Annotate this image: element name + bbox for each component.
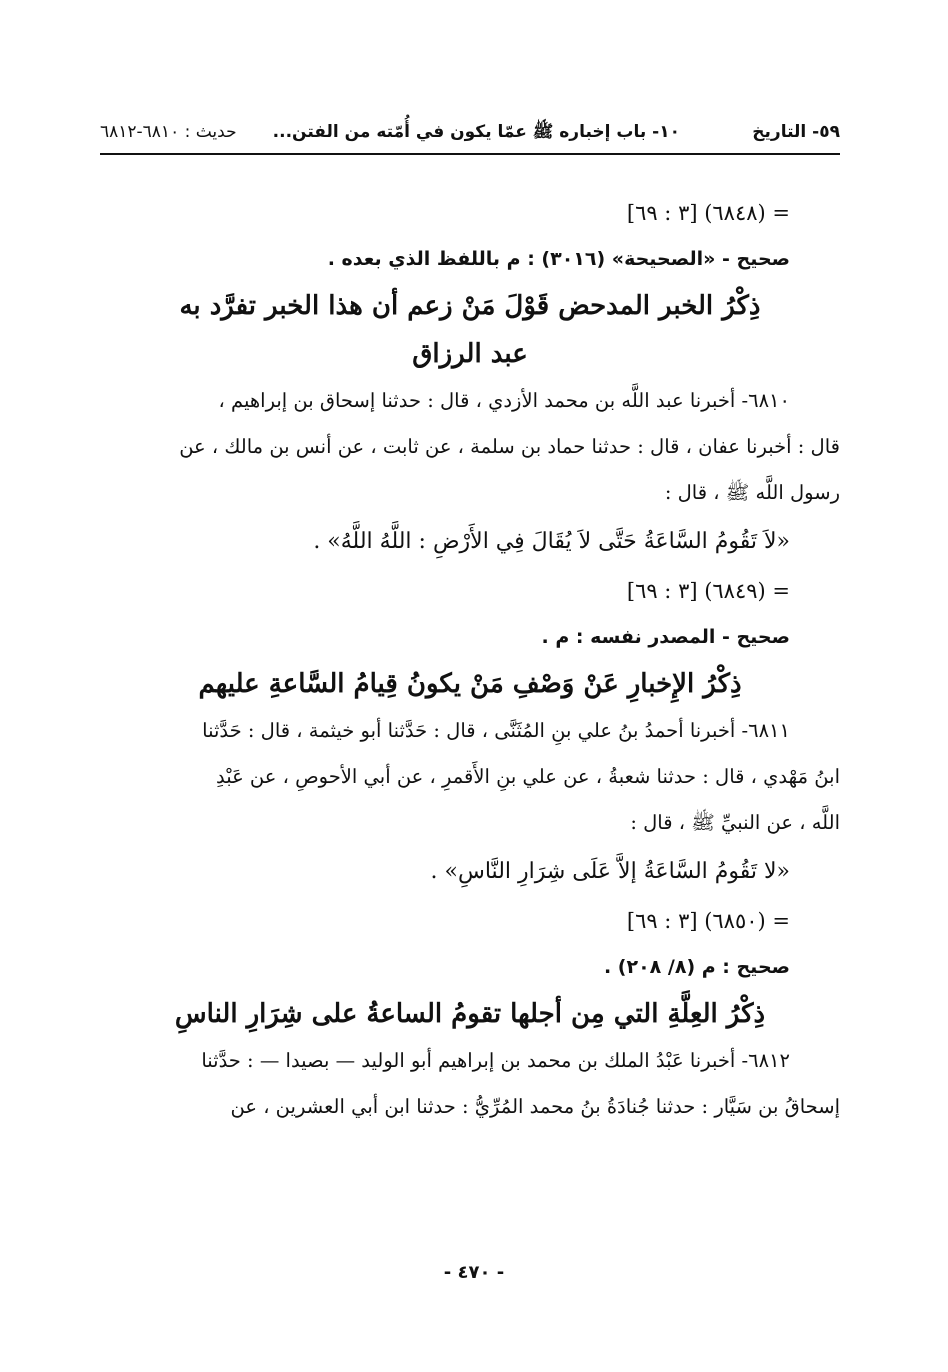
section-heading: ذِكْرُ العِلَّةِ التي مِن أجلها تقومُ الساعةُ على شِرَارِ الناسِ (174, 999, 766, 1029)
section-heading: ذِكْرُ الخبر المدحض قَوْلَ مَنْ زعم أن هذا الخبر تفرَّد به (179, 291, 761, 321)
section-heading: ذِكْرُ الإِخبارِ عَنْ وَصْفِ مَنْ يكونُ قِيامُ السَّاعةِ عليهم (198, 669, 742, 699)
isnad-line: ٦٨١٠- أخبرنا عبد اللَّه بن محمد الأزدي ، قال : حدثنا إسحاق بن إبراهيم ، (218, 389, 790, 412)
isnad-line: ٦٨١٢- أخبرنا عَبْدُ الملك بن محمد بن إبراهيم أبو الوليد — بصيدا — : حدَّثنا (201, 1049, 790, 1072)
cross-reference: = (٦٨٥٠) [٣ : ٦٩] (626, 909, 790, 933)
chapter-title: ٥٩- التاريخ (752, 122, 840, 142)
isnad-line: قال : أخبرنا عفان ، قال : حدثنا حماد بن سلمة ، عن ثابت ، عن أنس بن مالك ، عن (179, 435, 840, 458)
cross-reference: = (٦٨٤٩) [٣ : ٦٩] (626, 579, 790, 603)
isnad-line: رسول اللَّه ﷺ ، قال : (664, 481, 840, 504)
isnad-line: إسحاقُ بن سَيَّار : حدثنا جُنادَةُ بنُ محمد المُرِّيُّ : حدثنا ابن أبي العشرين ، عن (230, 1095, 840, 1118)
hadith-range: حديث : ٦٨١٠-٦٨١٢ (100, 122, 237, 142)
header-rule (100, 153, 840, 155)
grading-note: صحيح : م (٨/ ٢٠٨) . (603, 956, 790, 978)
hadith-text: «لاَ تَقُومُ السَّاعَةُ حَتَّى لاَ يُقَالَ فِي الأَرْضِ : اللَّهُ اللَّهُ» . (313, 529, 790, 554)
page-body (100, 190, 840, 1130)
isnad-line: اللَّه ، عن النبيِّ ﷺ ، قال : (630, 811, 840, 834)
section-heading: عبد الرزاق (412, 339, 528, 369)
hadith-text: «لا تَقُومُ السَّاعَةُ إلاَّ عَلَى شِرَارِ النَّاسِ» . (430, 859, 790, 884)
isnad-line: ٦٨١١- أخبرنا أحمدُ بنُ علي بنِ المُثَنَّى ، قال : حَدَّثنا أبو خيثمة ، قال : حَدَّثنا (202, 719, 790, 742)
cross-reference: = (٦٨٤٨) [٣ : ٦٩] (626, 201, 790, 225)
grading-note: صحيح - «الصحيحة» (٣٠١٦) : م باللفظ الذي بعده . (327, 248, 790, 270)
isnad-line: ابنُ مَهْدي ، قال : حدثنا شعبةُ ، عن علي بنِ الأَقمرِ ، عن أبي الأحوصِ ، عن عَبْدِ (215, 765, 840, 788)
running-head (100, 115, 840, 149)
section-title: ١٠- باب إخباره ﷺ عمّا يكون في أُمّته من الفتن... (272, 122, 680, 142)
page-number: - ٤٧٠ - (443, 1262, 505, 1283)
grading-note: صحيح - المصدر نفسه : م . (541, 626, 790, 648)
